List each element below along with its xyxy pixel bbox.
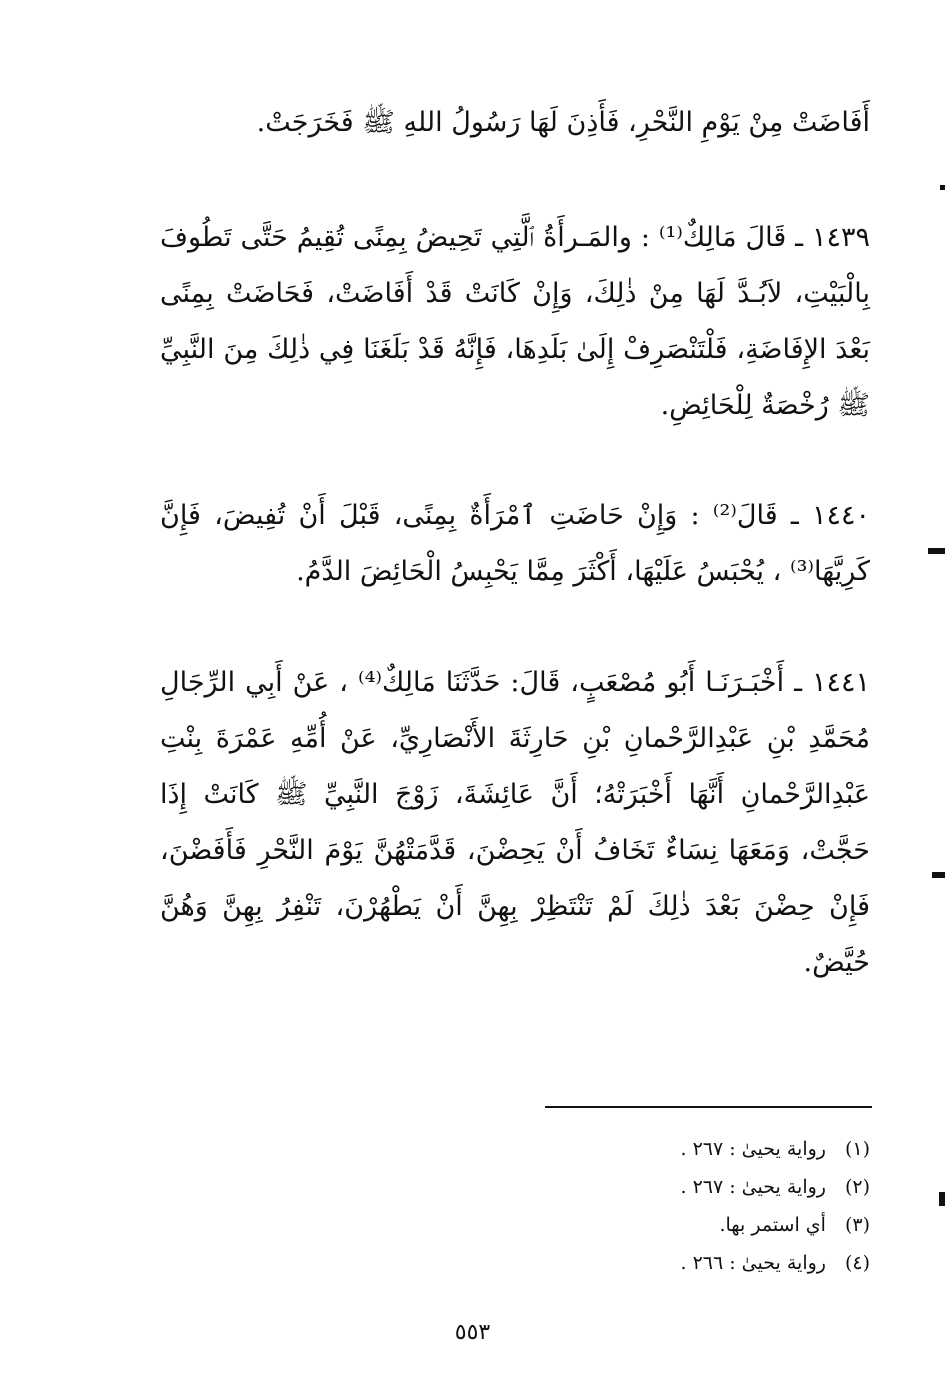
footnote-number: (٢) xyxy=(844,1176,870,1198)
paragraph-1439 xyxy=(160,210,870,434)
footnote-text: رواية يحيىٰ : ٢٦٧ . xyxy=(680,1176,826,1198)
hadith-number: ١٤٤١ ـ xyxy=(794,667,870,698)
paragraph-continuation xyxy=(160,95,870,151)
scan-mark xyxy=(928,548,945,554)
scan-mark xyxy=(940,185,945,190)
footnote-item xyxy=(520,1130,870,1168)
footnote-number: (٣) xyxy=(844,1214,870,1236)
footnote-divider xyxy=(545,1106,872,1108)
footnote-number: (١) xyxy=(844,1138,870,1160)
footnote-number: (٤) xyxy=(844,1252,870,1274)
scan-mark xyxy=(932,872,945,878)
hadith-number: ١٤٤٠ ـ xyxy=(790,500,870,531)
paragraph-1441 xyxy=(160,655,870,991)
scan-mark xyxy=(939,1192,945,1206)
footnote-item xyxy=(520,1168,870,1206)
page-number: ٥٥٣ xyxy=(454,1320,491,1345)
paragraph-1440 xyxy=(160,488,870,600)
footnotes xyxy=(520,1130,870,1282)
paragraph-text: قَالَ⁽²⁾ : وَإِنْ حَاضَتِ ٱمْرَأَةٌ بِمِنًى، قَبْلَ أَنْ تُفِيضَ، فَإِنَّ كَرِيَّهَا⁽³⁾ ، يُحْبَسُ عَلَيْهَا، أَكْثَرَ مِمَّا يَحْبِسُ الْحَائِضَ الدَّمُ. xyxy=(160,500,870,587)
footnote-text: أي استمر بها. xyxy=(719,1214,826,1236)
paragraph-text: قَالَ مَالِكٌ⁽¹⁾ : والمَـرأَةُ ٱلَّتِي تَحِيضُ بِمِنًى تُقِيمُ حَتَّى تَطُوفَ بِالْبَيْتِ، لاَبُـدَّ لَهَا مِنْ ذٰلِكَ، وَإِنْ كَانَتْ قَدْ أَفَاضَتْ، فَحَاضَتْ بِمِنًى بَعْدَ الإِفَاضَةِ، فَلْتَنْصَرِفْ إِلَىٰ بَلَدِهَا، فَإِنَّهُ قَدْ بَلَغَنَا فِي ذٰلِكَ مِنَ النَّبِيِّ ﷺ رُخْصَةٌ لِلْحَائِضِ. xyxy=(160,222,870,421)
footnote-text: رواية يحيىٰ : ٢٦٧ . xyxy=(680,1138,826,1160)
footnote-item xyxy=(520,1244,870,1282)
paragraph-text: أَفَاضَتْ مِنْ يَوْمِ النَّحْرِ، فَأَذِنَ لَهَا رَسُولُ اللهِ ﷺ فَخَرَجَتْ. xyxy=(256,107,870,138)
hadith-number: ١٤٣٩ ـ xyxy=(795,222,870,253)
footnote-text: رواية يحيىٰ : ٢٦٦ . xyxy=(680,1252,826,1274)
footnote-item xyxy=(520,1206,870,1244)
paragraph-text: أَخْبَـرَنَـا أَبُو مُصْعَبٍ، قَالَ: حَدَّثَنَا مَالِكٌ⁽⁴⁾ ، عَنْ أَبِي الرِّجَالِ مُحَمَّدِ بْنِ عَبْدِالرَّحْمانِ بْنِ حَارِثَةَ الأَنْصَارِيِّ، عَنْ أُمِّهِ عَمْرَةَ بِنْتِ عَبْدِالرَّحْمانِ أَنَّهَا أَخْبَرَتْهُ؛ أَنَّ عَائِشَةَ، زَوْجَ النَّبِيِّ ﷺ كَانَتْ إِذَا حَجَّتْ، وَمَعَهَا نِسَاءٌ تَخَافُ أَنْ يَحِضْنَ، قَدَّمَتْهُنَّ يَوْمَ النَّحْرِ فَأَفَضْنَ، فَإِنْ حِضْنَ بَعْدَ ذٰلِكَ لَمْ تَنْتَظِرْ بِهِنَّ أَنْ يَطْهُرْنَ، تَنْفِرُ بِهِنَّ وَهُنَّ حُيَّضٌ. xyxy=(160,667,870,978)
